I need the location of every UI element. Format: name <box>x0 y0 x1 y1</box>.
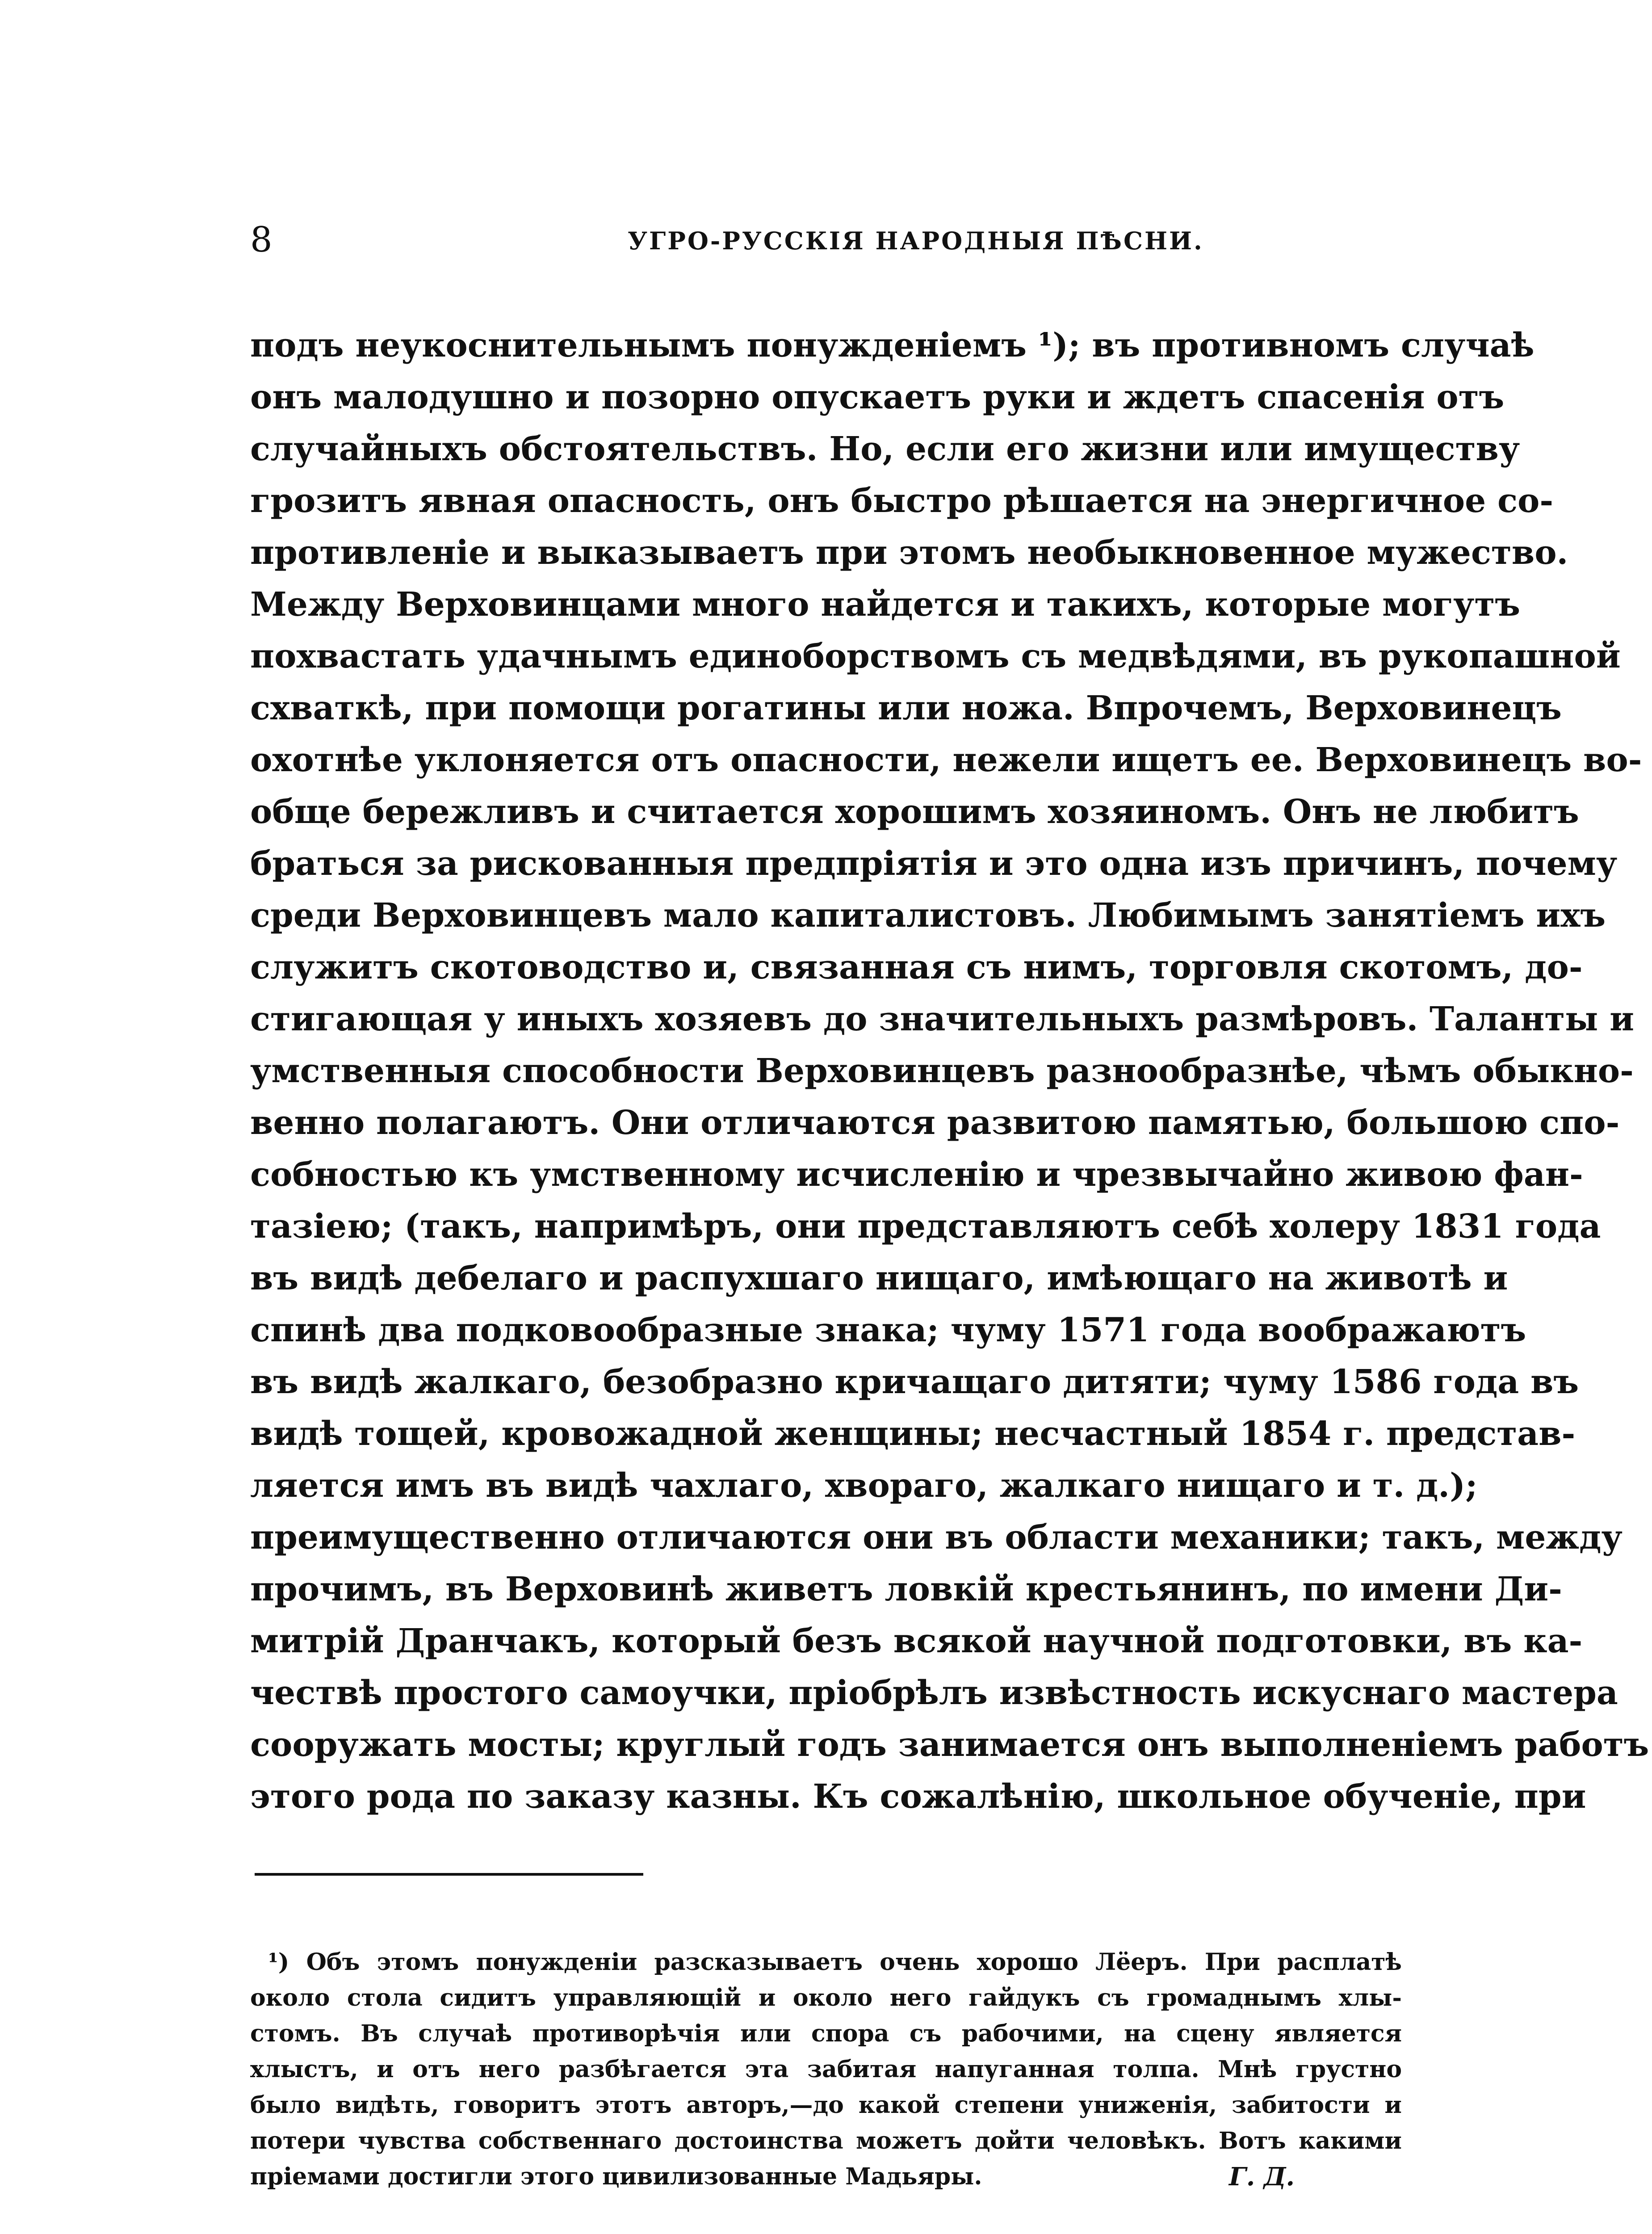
footnote-line: было видѣть, говоритъ этотъ авторъ,—до какой степени униженія, забитости и <box>250 2091 1402 2119</box>
body-line: митрій Дранчакъ, который безъ всякой научной подготовки, въ ка- <box>250 1622 1583 1660</box>
footnote-divider <box>255 1873 643 1876</box>
body-line: сооружать мосты; круглый годъ занимается онъ выполненіемъ работъ <box>250 1726 1649 1764</box>
body-line: венно полагаютъ. Они отличаются развитою памятью, большою спо- <box>250 1104 1620 1142</box>
body-line: чествѣ простого самоучки, пріобрѣлъ извѣстность искуснаго мастера <box>250 1674 1618 1712</box>
body-line: преимущественно отличаются они въ области механики; такъ, между <box>250 1518 1623 1557</box>
body-line: Между Верховинцами много найдется и такихъ, которые могутъ <box>250 585 1520 624</box>
body-line: видѣ тощей, кровожадной женщины; несчастный 1854 г. представ- <box>250 1415 1576 1453</box>
body-line: собностью къ умственному исчисленію и чрезвычайно живою фан- <box>250 1155 1583 1194</box>
footnote-signature: Г. Д. <box>1229 2162 1295 2192</box>
footnote-last-line <box>250 2159 1402 2195</box>
body-line: обще бережливъ и считается хорошимъ хозяиномъ. Онъ не любитъ <box>250 793 1579 831</box>
body-line: случайныхъ обстоятельствъ. Но, если его жизни или имуществу <box>250 430 1520 468</box>
body-line: умственныя способности Верховинцевъ разнообразнѣе, чѣмъ обыкно- <box>250 1052 1634 1090</box>
running-head: УГРО-РУССКІЯ НАРОДНЫЯ ПѢСНИ. <box>628 227 1204 255</box>
body-line: браться за рискованныя предпріятія и это одна изъ причинъ, почему <box>250 844 1618 883</box>
footnote-line: около стола сидитъ управляющій и около него гайдукъ съ громаднымъ хлы- <box>250 1984 1402 2011</box>
body-line: въ видѣ жалкаго, безобразно кричащаго дитяти; чуму 1586 года въ <box>250 1363 1579 1401</box>
body-line: служитъ скотоводство и, связанная съ нимъ, торговля скотомъ, до- <box>250 948 1583 987</box>
body-line: грозитъ явная опасность, онъ быстро рѣшается на энергичное со- <box>250 482 1554 520</box>
footnote <box>250 1944 1402 2195</box>
footnote-line: потери чувства собственнаго достоинства можетъ дойти человѣкъ. Вотъ какими <box>250 2127 1402 2154</box>
footnote-line: стомъ. Въ случаѣ противорѣчія или спора съ рабочими, на сцену является <box>250 2020 1402 2047</box>
body-line: въ видѣ дебелаго и распухшаго нищаго, имѣющаго на животѣ и <box>250 1259 1508 1298</box>
body-line: стигающая у иныхъ хозяевъ до значительныхъ размѣровъ. Таланты и <box>250 1000 1634 1038</box>
body-line: ляется имъ въ видѣ чахлаго, хвораго, жалкаго нищаго и т. д.); <box>250 1466 1478 1505</box>
footnote-line: хлыстъ, и отъ него разбѣгается эта забитая напуганная толпа. Мнѣ грустно <box>250 2056 1402 2083</box>
footnote-line: пріемами достигли этого цивилизованные Мадьяры. <box>250 2163 982 2190</box>
body-line: этого рода по заказу казны. Къ сожалѣнію, школьное обученіе, при <box>250 1777 1586 1816</box>
body-line: прочимъ, въ Верховинѣ живетъ ловкій крестьянинъ, по имени Ди- <box>250 1570 1562 1608</box>
body-line: похвастать удачнымъ единоборствомъ съ медвѣдями, въ рукопашной <box>250 637 1621 676</box>
body-text <box>250 319 1649 1822</box>
body-line: охотнѣе уклоняется отъ опасности, нежели ищетъ ее. Верховинецъ во- <box>250 741 1642 779</box>
footnote-line: ¹) Объ этомъ понужденіи разсказываетъ очень хорошо Лёеръ. При расплатѣ <box>268 1948 1402 1976</box>
body-line: спинѣ два подковообразные знака; чуму 1571 года воображаютъ <box>250 1311 1526 1349</box>
body-line: среди Верховинцевъ мало капиталистовъ. Любимымъ занятіемъ ихъ <box>250 896 1606 935</box>
body-line: подъ неукоснительнымъ понужденіемъ ¹); въ противномъ случаѣ <box>250 326 1535 365</box>
body-line: тазіею; (такъ, напримѣръ, они представляютъ себѣ холеру 1831 года <box>250 1207 1601 1246</box>
body-line: схваткѣ, при помощи рогатины или ножа. Впрочемъ, Верховинецъ <box>250 689 1562 727</box>
body-line: онъ малодушно и позорно опускаетъ руки и ждетъ спасенія отъ <box>250 378 1505 416</box>
page-number: 8 <box>250 220 273 260</box>
body-line: противленіе и выказываетъ при этомъ необыкновенное мужество. <box>250 533 1568 572</box>
